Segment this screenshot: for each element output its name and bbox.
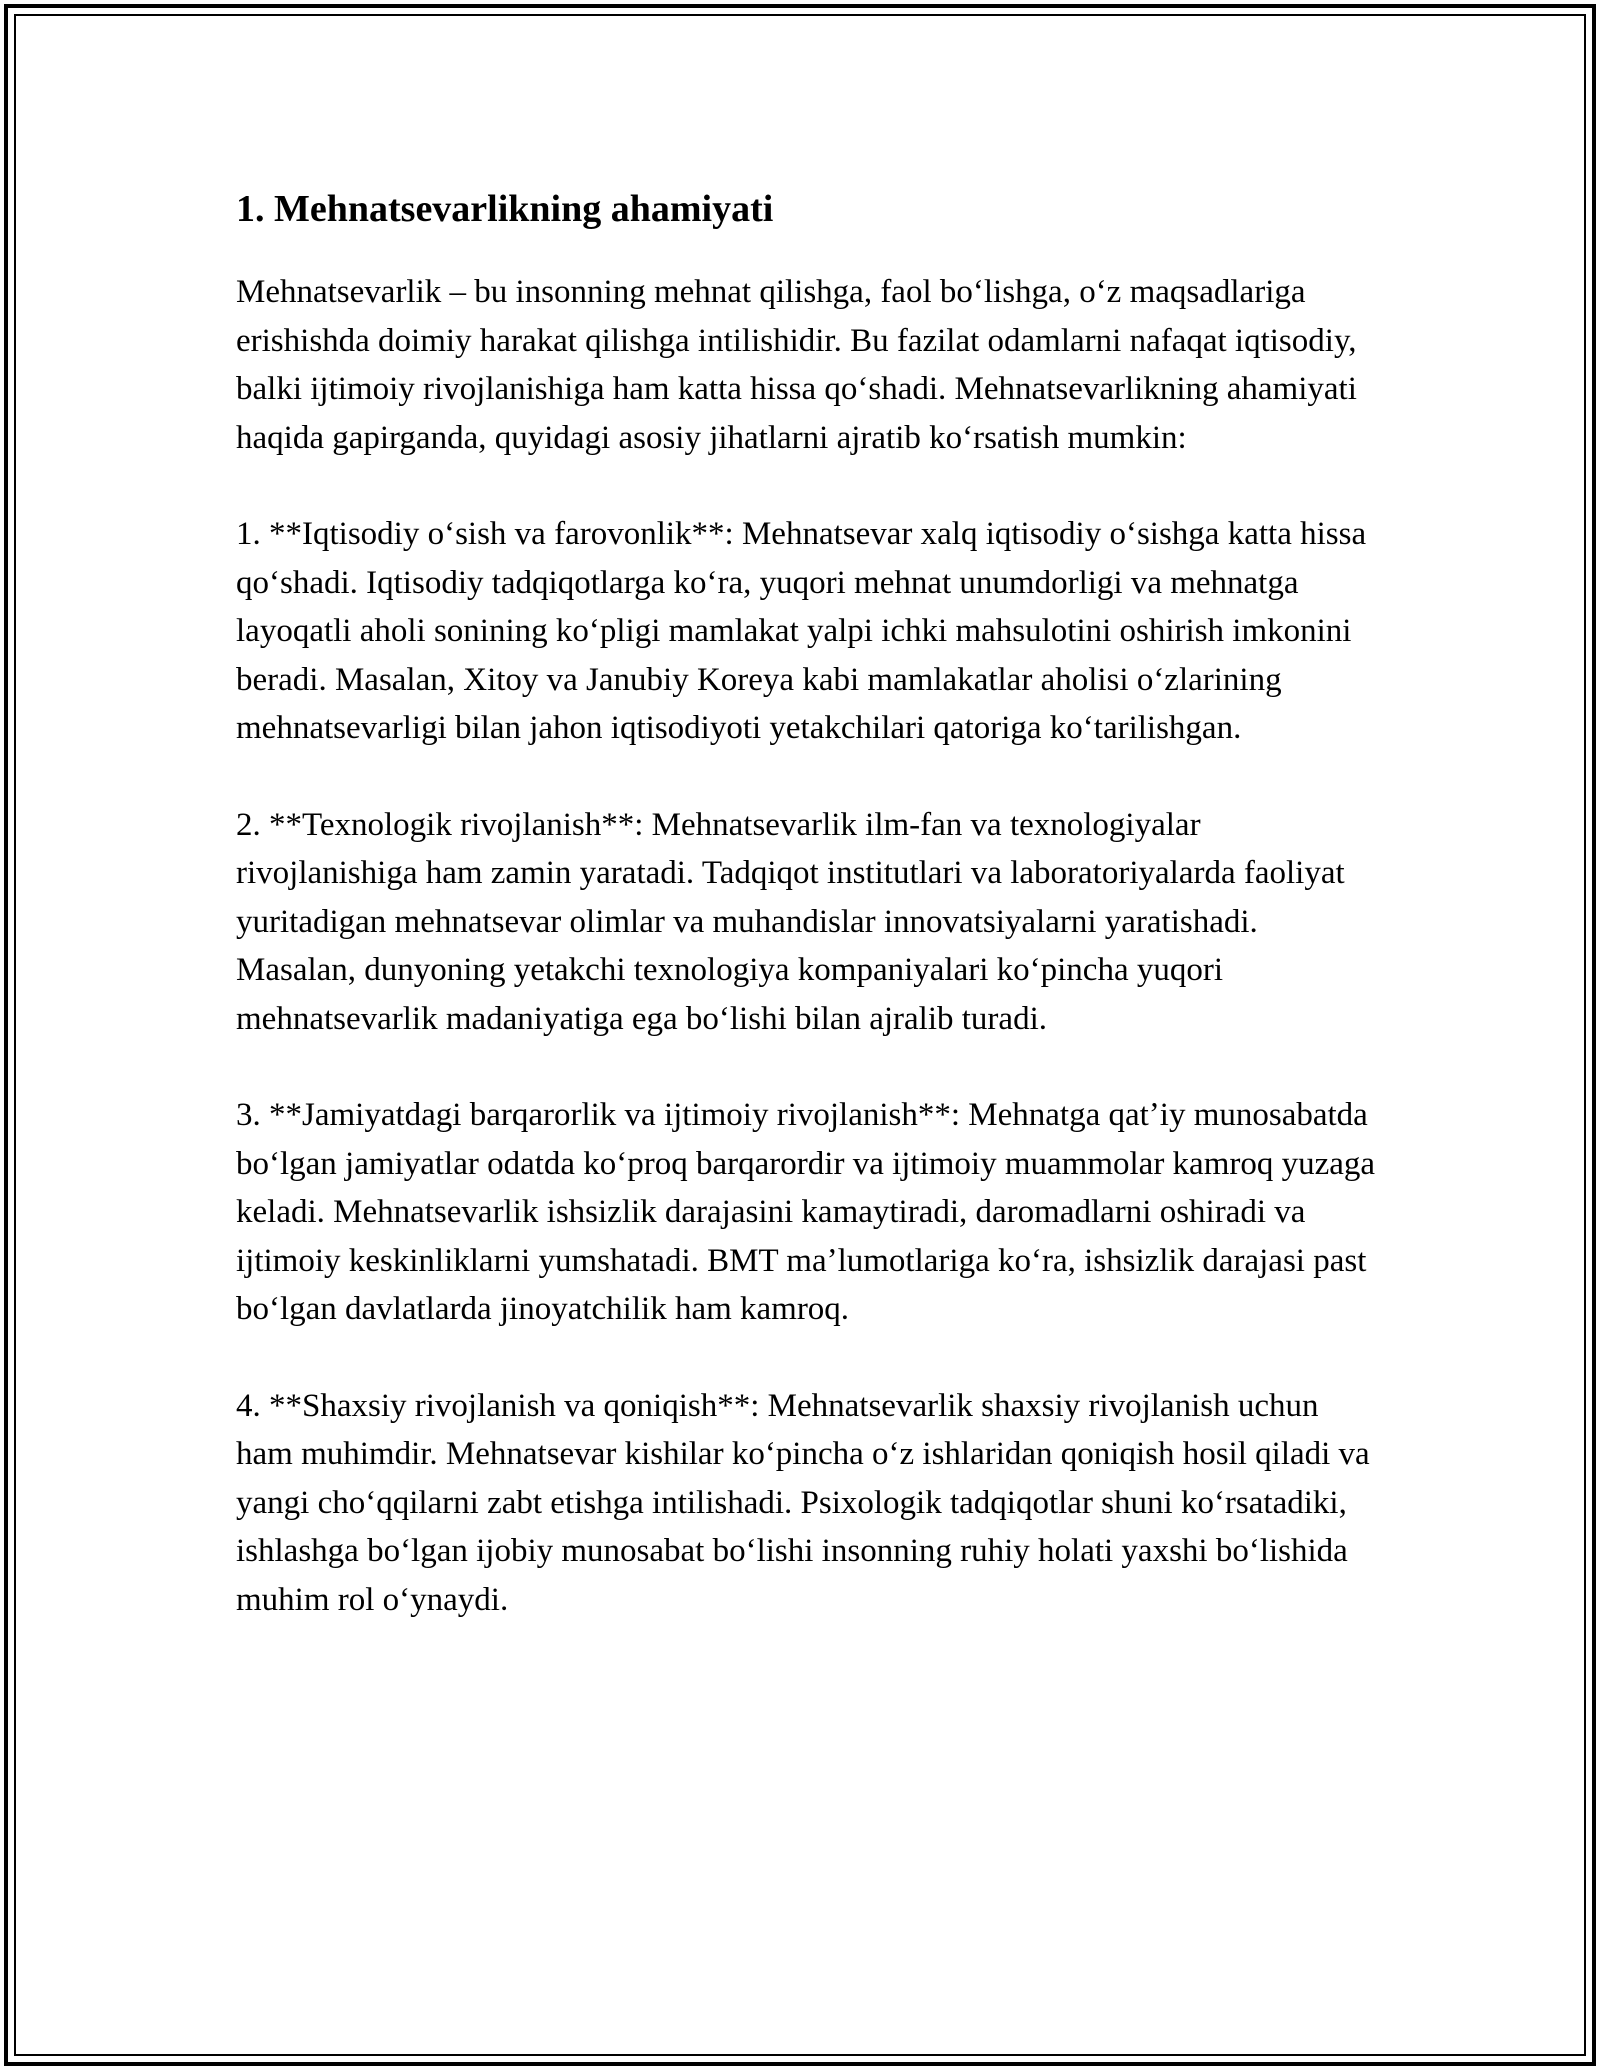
document-title: 1. Mehnatsevarlikning ahamiyati <box>236 188 774 230</box>
paragraph-economic-growth: 1. **Iqtisodiy oʻsish va farovonlik**: Mehnatsevar xalq iqtisodiy oʻsishga katta hissa qoʻshadi. Iqtisodiy tadqiqotlarga koʻra, yuqori mehnat unumdorligi va mehnatga layoqatli aholi sonining koʻpligi mamlakat yalpi ichki mahsulotini oshirish imkonini beradi. Masalan, Xitoy va Janubiy Koreya kabi mamlakatlar aholisi oʻzlarining mehnatsevarligi bilan jahon iqtisodiyoti yetakchilari qatoriga koʻtarilishgan. <box>236 516 1367 746</box>
paragraph-social-stability: 3. **Jamiyatdagi barqarorlik va ijtimoiy rivojlanish**: Mehnatga qatʼiy munosabatda boʻlgan jamiyatlar odatda koʻproq barqarordir va ijtimoiy muammolar kamroq yuzaga keladi. Mehnatsevarlik ishsizlik darajasini kamaytiradi, daromadlarni oshiradi va ijtimoiy keskinliklarni yumshatadi. BMT maʼlumotlariga koʻra, ishsizlik darajasi past boʻlgan davlatlarda jinoyatchilik ham kamroq. <box>236 1097 1376 1327</box>
paragraph-personal-development: 4. **Shaxsiy rivojlanish va qoniqish**: Mehnatsevarlik shaxsiy rivojlanish uchun ham muhimdir. Mehnatsevar kishilar koʻpincha oʻz ishlaridan qoniqish hosil qiladi va yangi choʻqqilarni zabt etishga intilishadi. Psixologik tadqiqotlar shuni koʻrsatadiki, ishlashga boʻlgan ijobiy munosabat boʻlishi insonning ruhiy holati yaxshi boʻlishida muhim rol oʻynaydi. <box>236 1387 1370 1618</box>
paragraph-technological-development: 2. **Texnologik rivojlanish**: Mehnatsevarlik ilm-fan va texnologiyalar rivojlanishiga ham zamin yaratadi. Tadqiqot institutlari va laboratoriyalarda faoliyat yuritadigan mehnatsevar olimlar va muhandislar innovatsiyalarni yaratishadi. Masalan, dunyoning yetakchi texnologiya kompaniyalari koʻpincha yuqori mehnatsevarlik madaniyatiga ega boʻlishi bilan ajralib turadi. <box>236 806 1345 1037</box>
intro-paragraph: Mehnatsevarlik – bu insonning mehnat qilishga, faol boʻlishga, oʻz maqsadlariga erishishda doimiy harakat qilishga intilishidir. Bu fazilat odamlarni nafaqat iqtisodiy, balki ijtimoiy rivojlanishiga ham katta hissa qoʻshadi. Mehnatsevarlikning ahamiyati haqida gapirganda, quyidagi asosiy jihatlarni ajratib koʻrsatish mumkin: <box>236 274 1357 456</box>
document-body <box>236 186 1376 1672</box>
